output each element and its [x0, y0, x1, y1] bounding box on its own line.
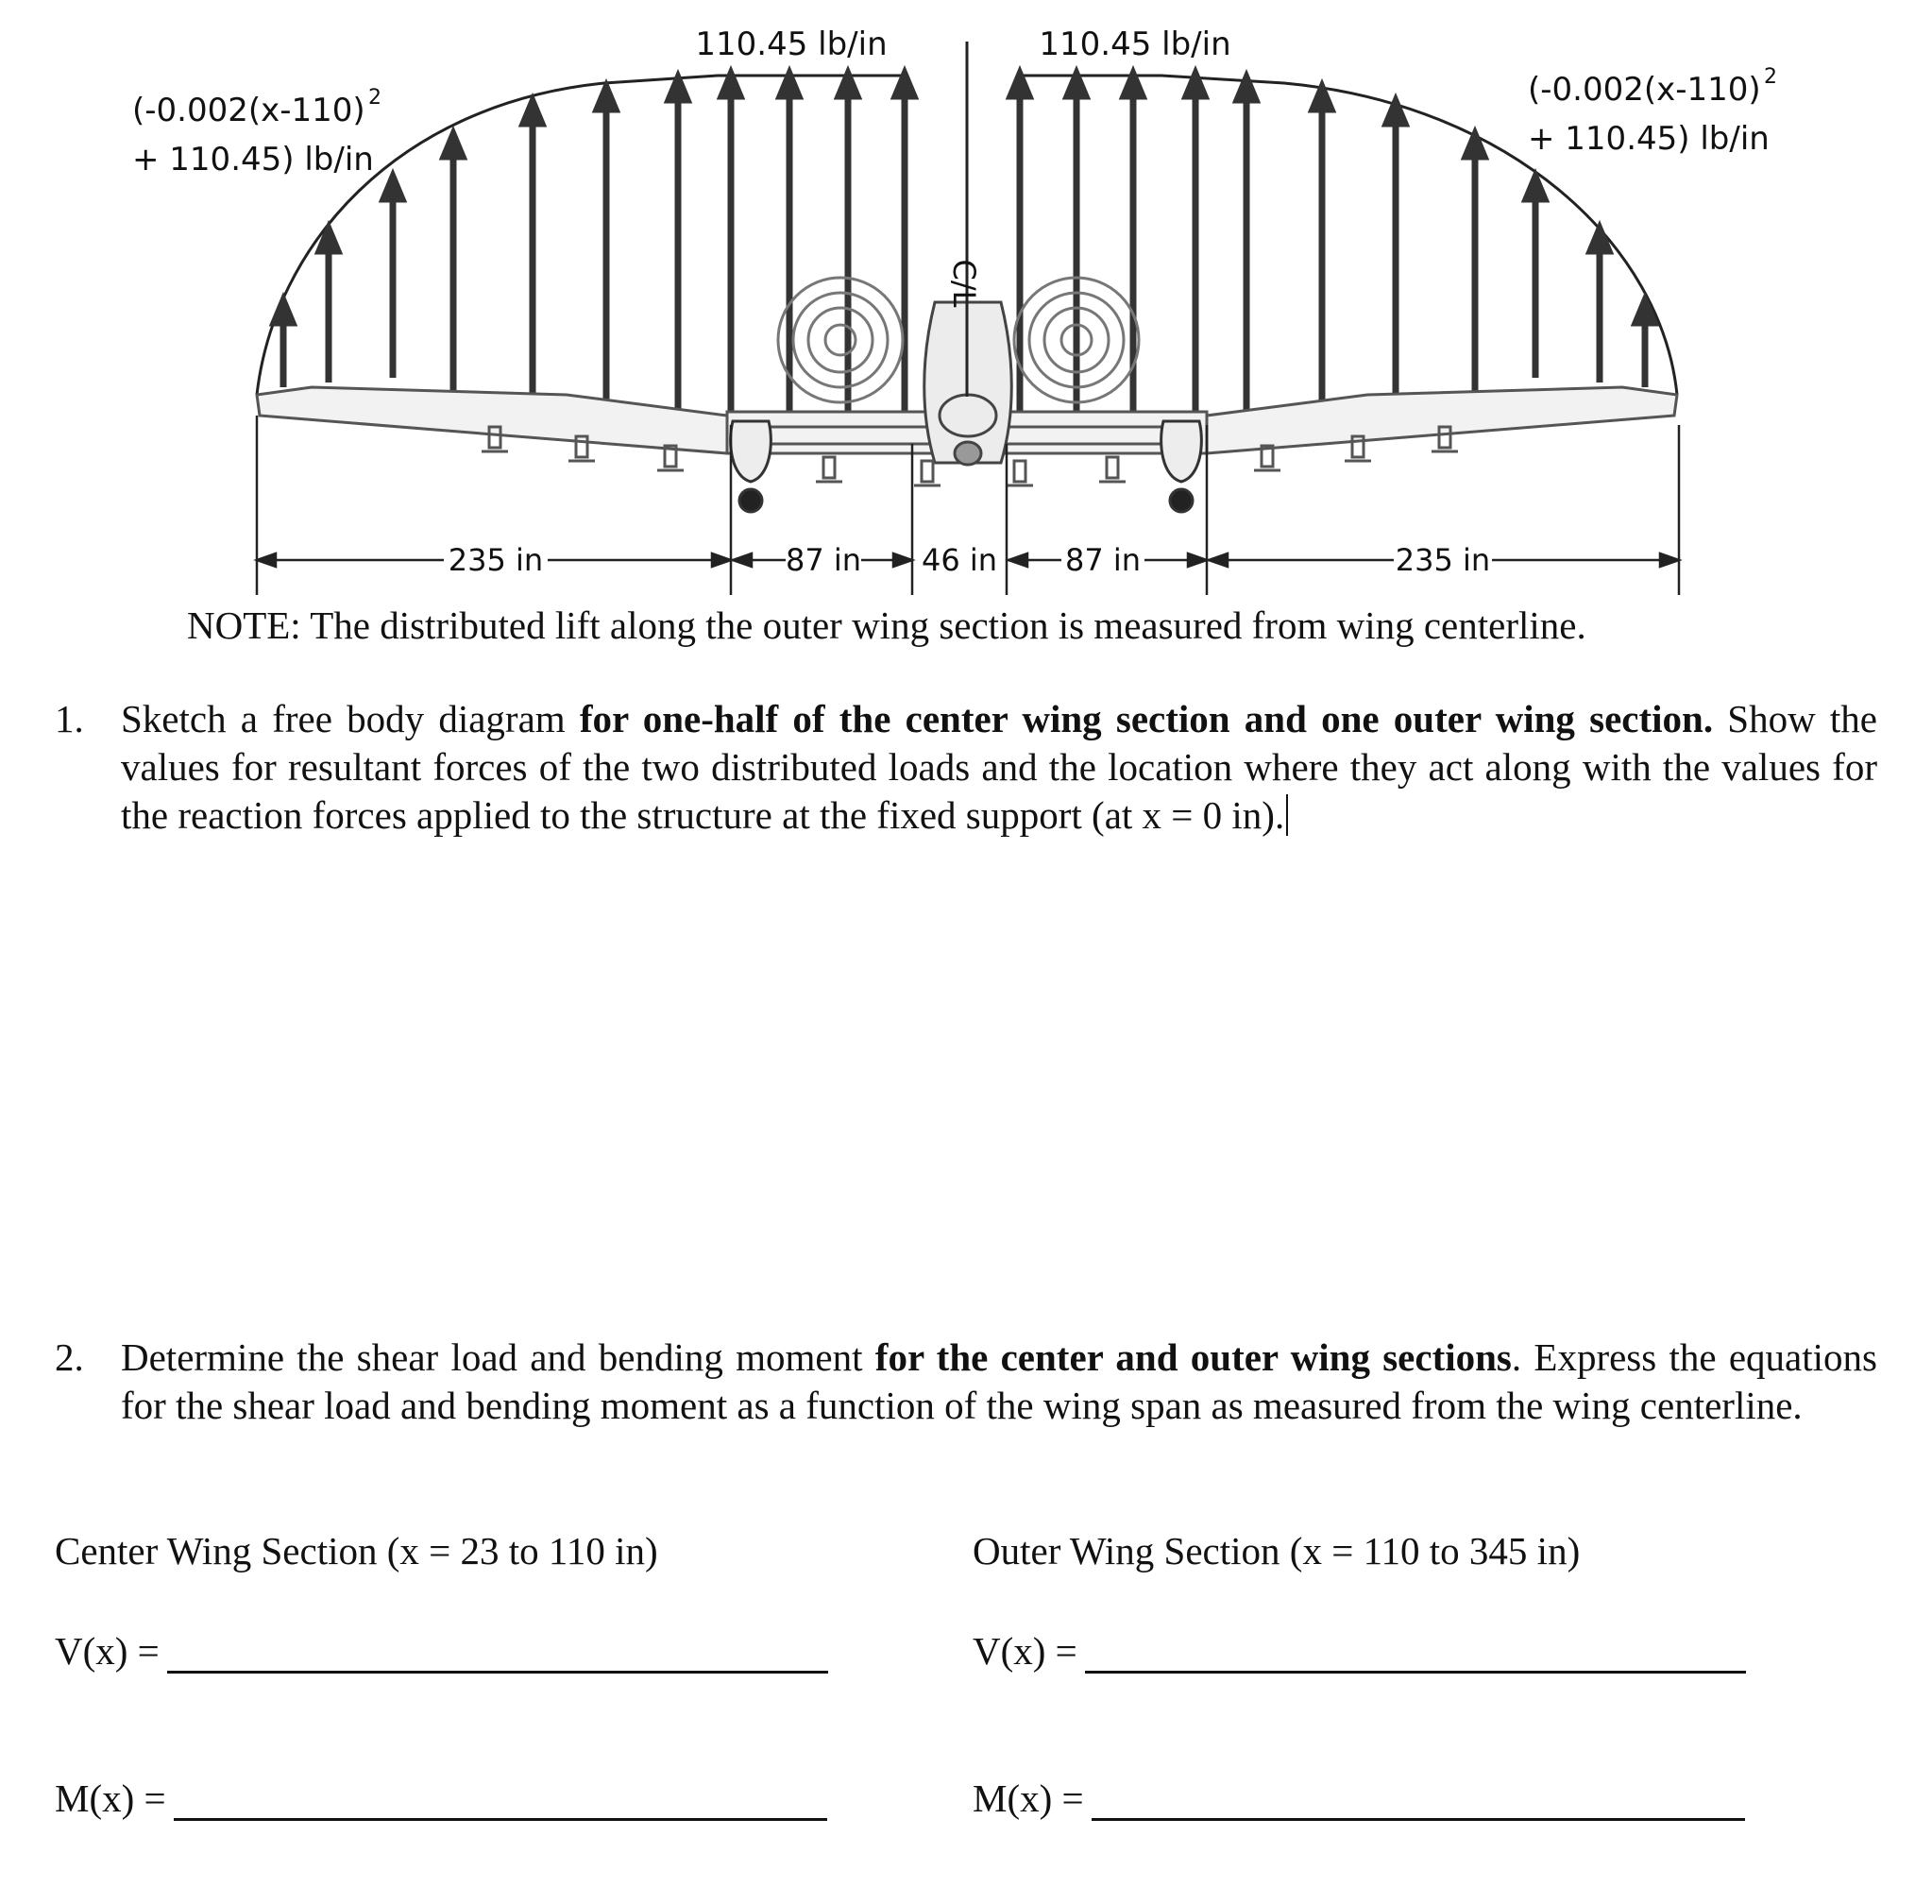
- right-load-label-line2: + 110.45) lb/in: [1528, 120, 1770, 158]
- outer-shear-blank[interactable]: [1085, 1633, 1746, 1674]
- center-shear-blank[interactable]: [167, 1633, 828, 1674]
- wing-load-diagram: [0, 0, 1932, 604]
- right-load-exponent: 2: [1764, 65, 1777, 89]
- centerline-label: C/L: [946, 259, 982, 308]
- question-2: [55, 1334, 1877, 1430]
- outer-shear-label: V(x) =: [973, 1629, 1077, 1673]
- question-number: 1.: [55, 697, 84, 740]
- outer-moment-blank[interactable]: [1092, 1780, 1745, 1821]
- left-load-exponent: 2: [368, 86, 381, 110]
- outer-moment-label: M(x) =: [973, 1776, 1084, 1820]
- dim-center-left: 87 in: [785, 542, 862, 578]
- center-section-title: Center Wing Section (x = 23 to 110 in): [55, 1529, 658, 1572]
- left-engine-icon: [778, 278, 903, 402]
- question-text: Determine the shear load and bending moment for the center and outer wing sections. Express the equations for the shear load and bending moment as a function of the wing span as measured from the wing centerline.: [121, 1335, 1877, 1427]
- outer-moment-field: [973, 1776, 1745, 1821]
- question-text: Sketch a free body diagram for one-half of the center wing section and one outer wing section. Show the values for resultant forces of the two distributed loads and the location where they act along with the values for the reaction forces applied to the structure at the fixed support (at x = 0 in).: [121, 697, 1877, 837]
- center-load-right-label: 110.45 lb/in: [1039, 26, 1231, 63]
- center-moment-field: [55, 1776, 827, 1821]
- dim-fuselage: 46 in: [921, 542, 998, 578]
- center-moment-label: M(x) =: [55, 1776, 166, 1820]
- dim-outer-left: 235 in: [448, 542, 544, 578]
- left-load-label-line1: (-0.002(x-110): [132, 92, 365, 129]
- center-load-left-label: 110.45 lb/in: [695, 26, 888, 63]
- text-cursor: [1286, 794, 1288, 836]
- outer-shear-field: [973, 1628, 1746, 1674]
- dim-outer-right: 235 in: [1395, 542, 1491, 578]
- left-load-label-line2: + 110.45) lb/in: [132, 141, 374, 178]
- question-number: 2.: [55, 1335, 84, 1379]
- question-1: [55, 695, 1877, 840]
- dim-center-right: 87 in: [1064, 542, 1142, 578]
- figure-note: NOTE: The distributed lift along the outer wing section is measured from wing centerline.: [187, 604, 1586, 647]
- outer-section-title: Outer Wing Section (x = 110 to 345 in): [973, 1529, 1581, 1572]
- center-moment-blank[interactable]: [174, 1780, 827, 1821]
- center-shear-field: [55, 1628, 828, 1674]
- center-shear-label: V(x) =: [55, 1629, 160, 1673]
- right-load-label-line1: (-0.002(x-110): [1528, 71, 1761, 109]
